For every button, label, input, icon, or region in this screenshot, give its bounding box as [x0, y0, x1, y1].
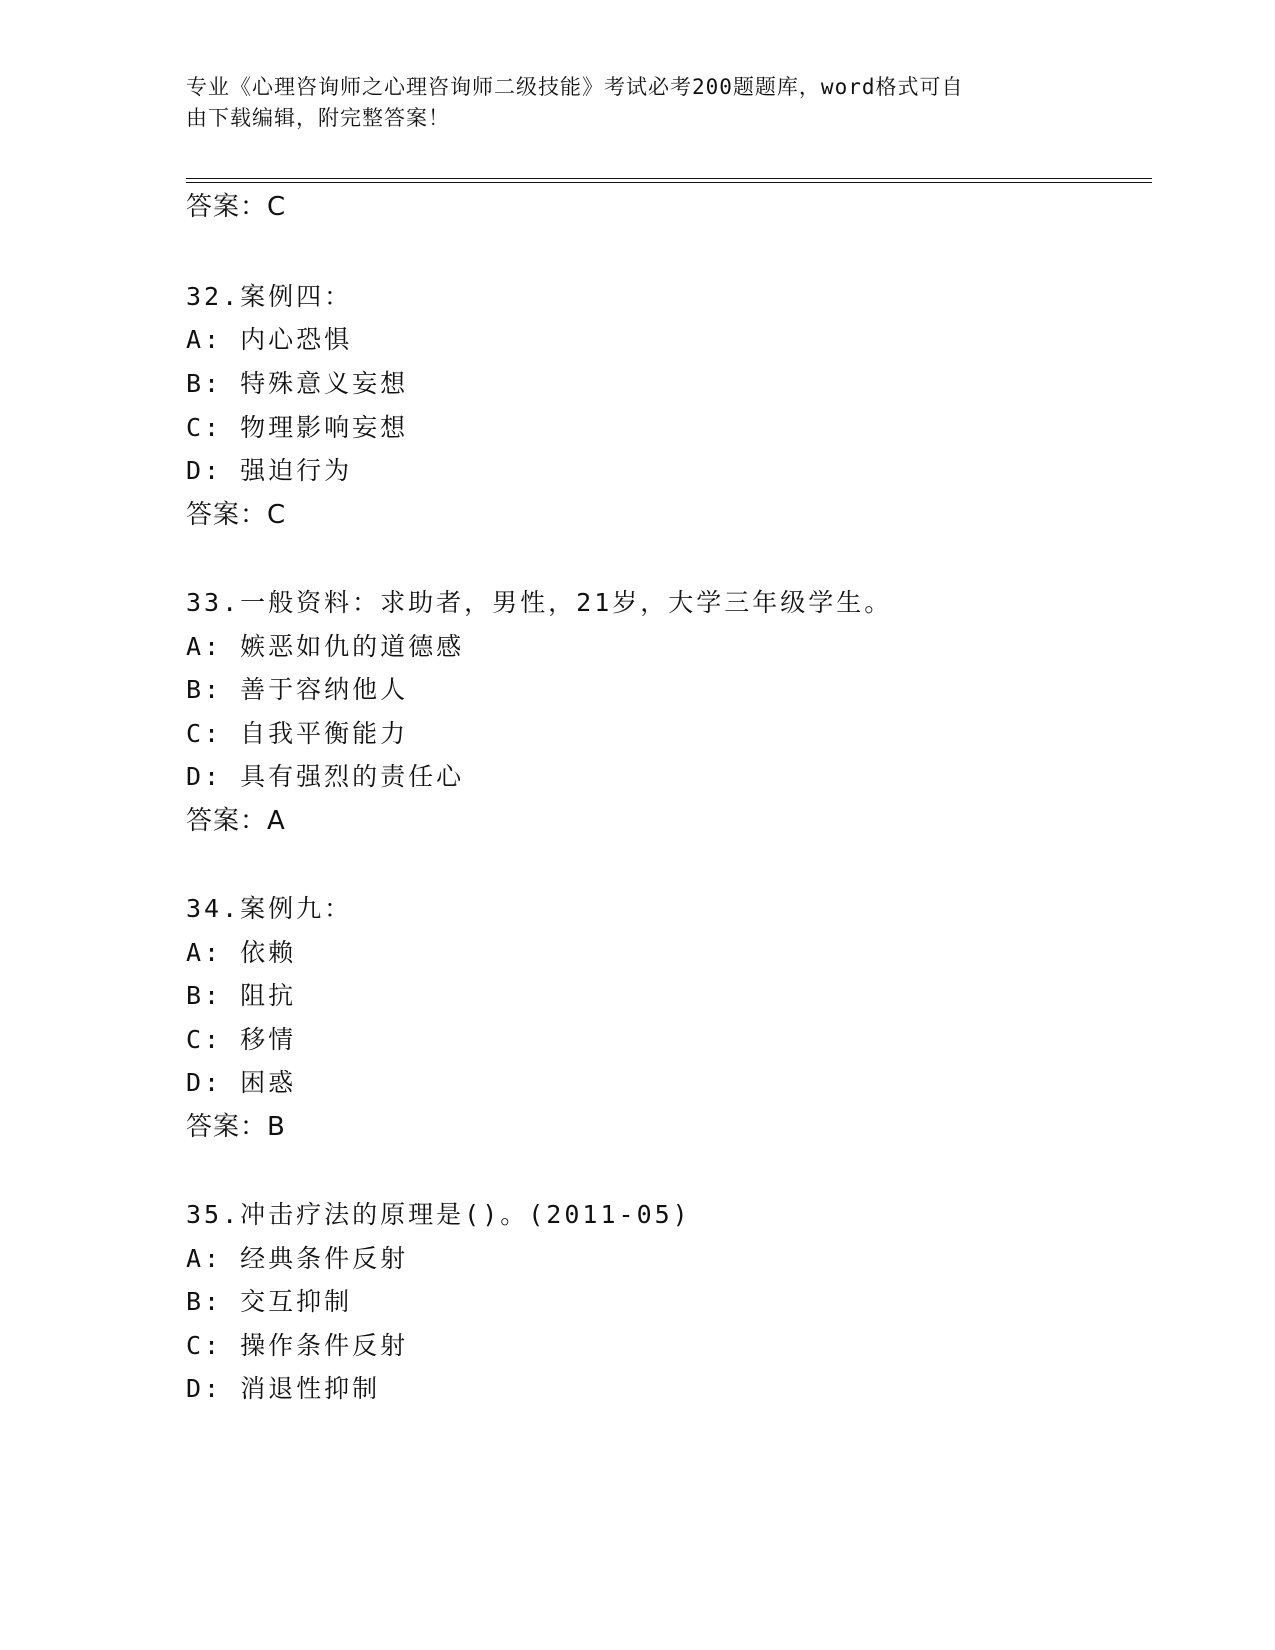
question-stem: 32.案例四：: [186, 282, 353, 311]
option-d: D: 具有强烈的责任心: [186, 762, 465, 791]
answer-line: 答案：C: [186, 192, 287, 222]
question-stem: 35.冲击疗法的原理是()。(2011-05): [186, 1200, 691, 1229]
answer-line: 答案：C: [186, 500, 287, 530]
option-c: C: 自我平衡能力: [186, 719, 409, 748]
answer-line: 答案：A: [186, 806, 286, 836]
option-d: D: 消退性抑制: [186, 1374, 381, 1403]
header-line-2: 由下载编辑，附完整答案！: [186, 106, 450, 130]
option-c: C: 操作条件反射: [186, 1331, 409, 1360]
document-header: [186, 72, 1066, 134]
header-rule-top: [186, 178, 1152, 179]
header-line-1: 专业《心理咨询师之心理咨询师二级技能》考试必考200题题库，word格式可自: [186, 75, 964, 99]
option-c: C: 物理影响妄想: [186, 413, 409, 442]
question-stem: 33.一般资料：求助者，男性，21岁，大学三年级学生。: [186, 588, 893, 617]
answer-line: 答案：B: [186, 1112, 286, 1142]
option-d: D: 强迫行为: [186, 456, 353, 485]
option-b: B: 善于容纳他人: [186, 675, 409, 704]
option-b: B: 特殊意义妄想: [186, 369, 409, 398]
option-d: D: 困惑: [186, 1068, 297, 1097]
option-a: A: 经典条件反射: [186, 1244, 409, 1273]
header-rule-bottom: [186, 182, 1152, 183]
option-a: A: 嫉恶如仇的道德感: [186, 632, 465, 661]
option-a: A: 内心恐惧: [186, 325, 353, 354]
option-b: B: 阻抗: [186, 981, 297, 1010]
option-c: C: 移情: [186, 1025, 297, 1054]
question-stem: 34.案例九：: [186, 894, 353, 923]
option-a: A: 依赖: [186, 938, 297, 967]
option-b: B: 交互抑制: [186, 1287, 353, 1316]
